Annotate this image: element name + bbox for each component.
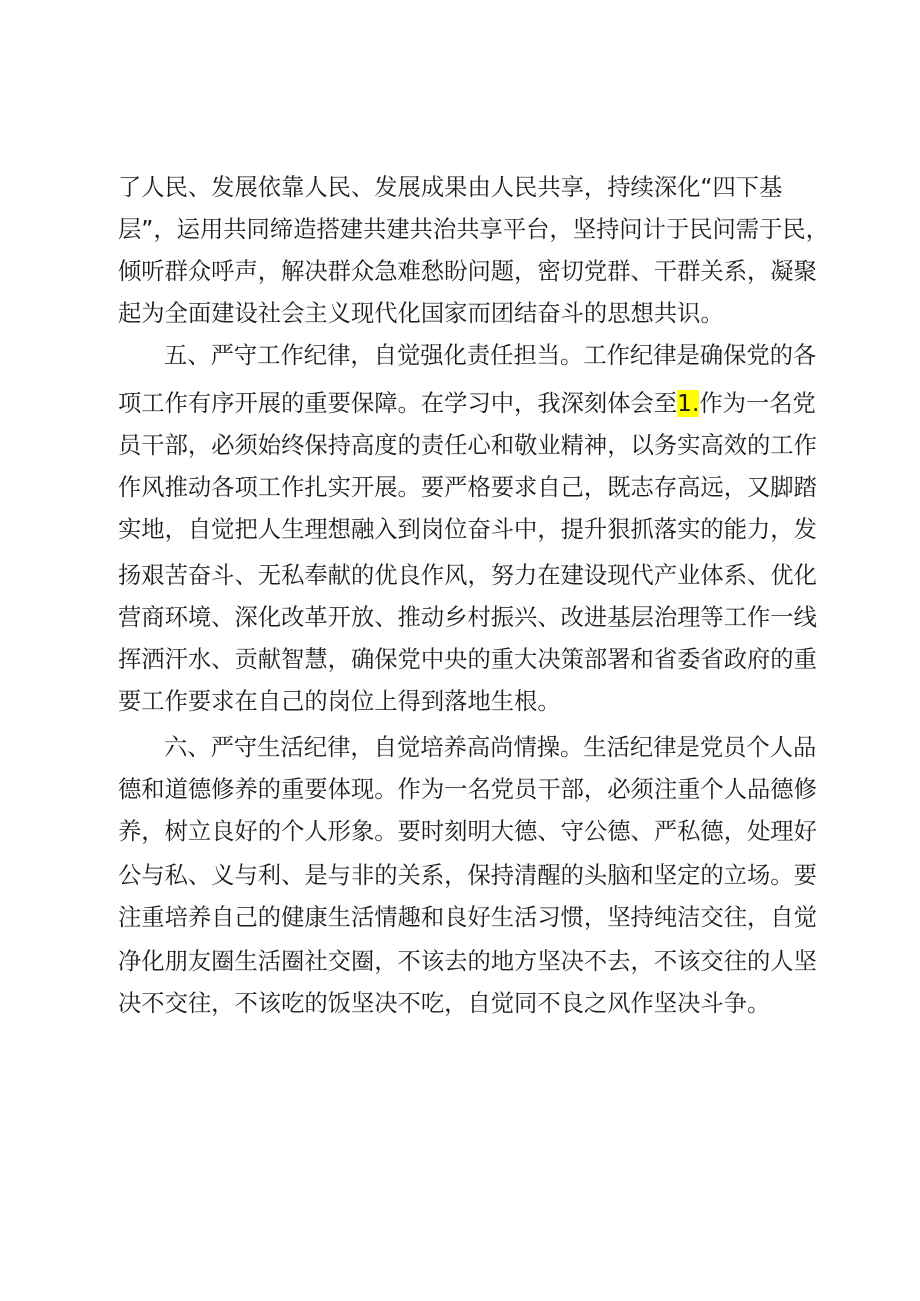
text-line (118, 384, 816, 424)
text-line: 公与私、义与利、是与非的关系，保持清醒的头脑和坚定的立场。要 (118, 862, 817, 889)
text-line: 作风推动各项工作扎实开展。要严格要求自己，既志存高远，又脚踏 (118, 474, 817, 501)
text-line: 决不交往，不该吃的饭坚决不吃，自觉同不良之风作坚决斗争。 (118, 990, 771, 1017)
text-line: 起为全面建设社会主义现代化国家而团结奋斗的思想共识。 (118, 300, 724, 327)
text-line: 净化朋友圈生活圈社交圈，不该去的地方坚决不去，不该交往的人坚 (118, 948, 817, 975)
text-line: 倾听群众呼声，解决群众急难愁盼问题，密切党群、干群关系，凝聚 (118, 258, 817, 285)
text-segment: 项工作有序开展的重要保障。在学习中，我深刻体会至 (118, 390, 678, 417)
text-line: 要工作要求在自己的岗位上得到落地生根。 (118, 688, 561, 715)
paragraph-heading-line: 五、严守工作纪律，自觉强化责任担当。工作纪律是确保党的各 (164, 342, 817, 369)
paragraph-heading-line: 六、严守生活纪律，自觉培养高尚情操。生活纪律是党员个人品 (164, 734, 817, 761)
text-line: 养，树立良好的个人形象。要时刻明大德、守公德、严私德，处理好 (118, 818, 817, 845)
text-line: 扬艰苦奋斗、无私奉献的优良作风，努力在建设现代产业体系、优化 (118, 562, 817, 589)
text-line: 挥洒汗水、贡献智慧，确保党中央的重大决策部署和省委省政府的重 (118, 646, 817, 673)
text-line: 注重培养自己的健康生活情趣和良好生活习惯，坚持纯洁交往，自觉 (118, 904, 817, 931)
text-line: 层”，运用共同缔造搭建共建共治共享平台，坚持问计于民问需于民， (118, 216, 829, 243)
text-line: 员干部，必须始终保持高度的责任心和敬业精神，以务实高效的工作 (118, 432, 817, 459)
highlighted-list-marker: 1. (677, 390, 700, 417)
text-line: 了人民、发展依靠人民、发展成果由人民共享，持续深化“四下基 (118, 174, 783, 201)
text-segment: 作为一名党 (699, 390, 816, 417)
text-line: 德和道德修养的重要体现。作为一名党员干部，必须注重个人品德修 (118, 776, 817, 803)
text-line: 营商环境、深化改革开放、推动乡村振兴、改进基层治理等工作一线 (118, 604, 817, 631)
text-line: 实地，自觉把人生理想融入到岗位奋斗中，提升狠抓落实的能力，发 (118, 516, 817, 543)
